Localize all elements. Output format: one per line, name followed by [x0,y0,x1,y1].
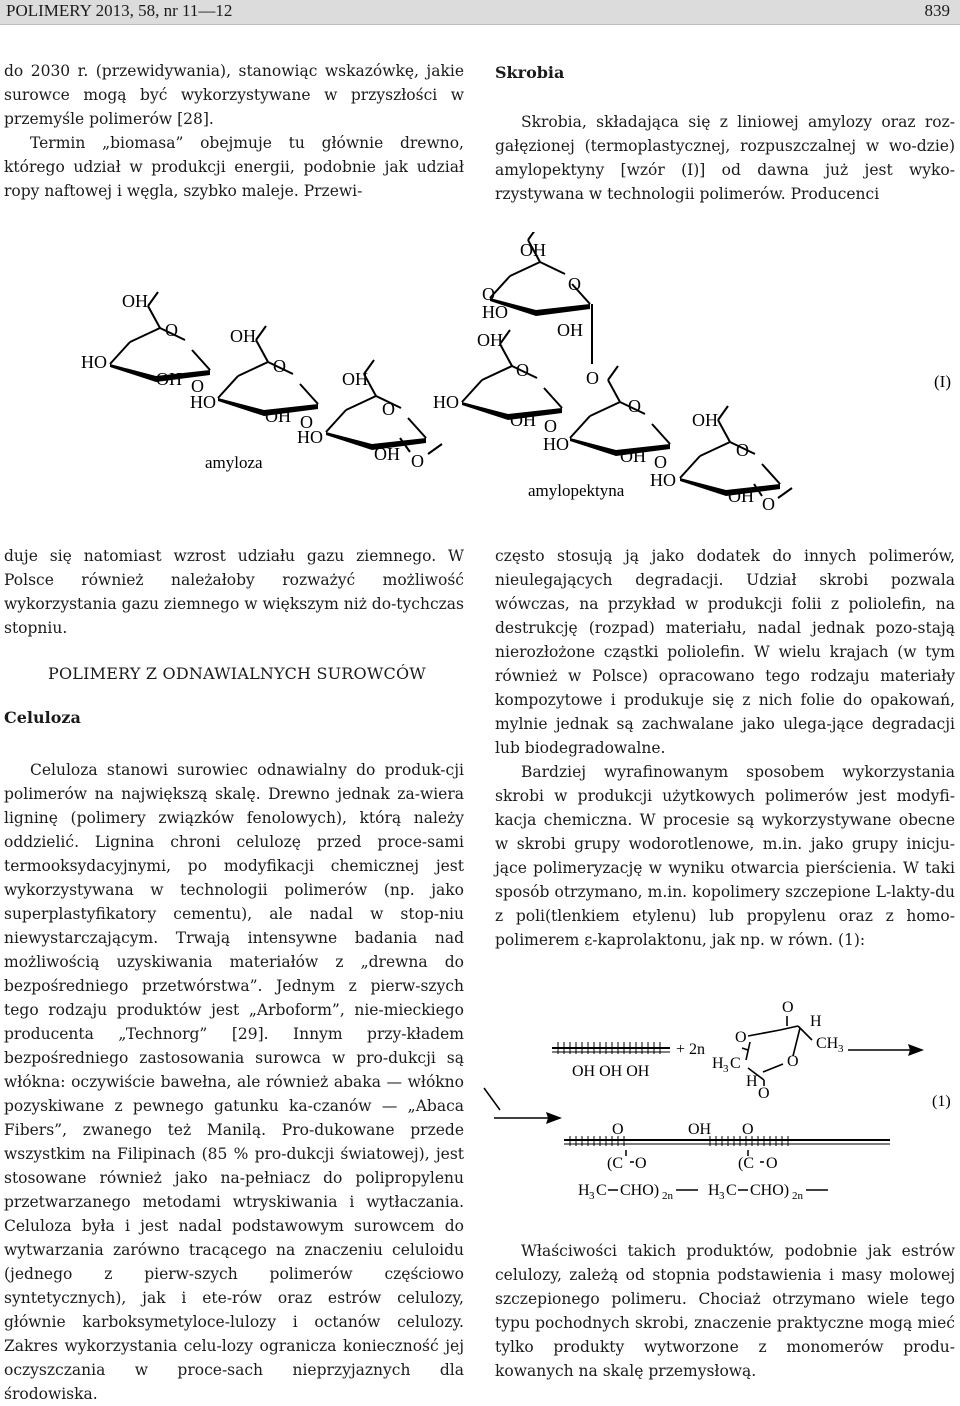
bottom-left-column [4,544,464,640]
atom-label: O [782,999,794,1016]
atom-label: OH [374,444,400,464]
atom-label: O [411,451,424,471]
atom-label: O [654,452,667,472]
graft-chain: CHO) [750,1182,790,1199]
atom-label: O [628,396,641,416]
subscript: 3 [719,1190,725,1202]
atom-label: H [810,1013,822,1030]
atom-label: OH [230,326,256,346]
running-header [0,0,960,25]
section-title: POLIMERY Z ODNAWIALNYCH SUROWCÓW [48,664,426,683]
atom-label: H [578,1182,590,1199]
top-right-column [495,61,955,206]
reactant-hydroxyl-groups: OH OH OH [572,1063,650,1080]
paragraph: Właściwości takich produktów, podobnie jak estrów celulozy, zależą od stopnia podstawienia i masy molowej szczepionego polimeru. Chociaż otrzymano wiele tego typu pochodnych skrobi, znaczenie praktyczne mogą mieć tylko produkty wytworzone z monomerów produ-kowanych na skalę przemysłową. [495,1242,955,1380]
atom-label: HO [543,434,569,454]
atom-label: O [758,1085,770,1102]
atom-label: OH [265,406,291,426]
atom-label: OH [477,330,503,350]
atom-label: HO [650,470,676,490]
journal-citation: POLIMERY 2013, 58, nr 11—12 [6,1,233,20]
atom-label: OH [156,369,182,389]
paragraph: Skrobia, składająca się z liniowej amylozy oraz roz-gałęzionej (termoplastycznej, rozpuszczalnej w wo-dzie) amylopektyny [wzór (I)] od dawna już jest wyko-rzystywana w technologii polimerów. Producenci [495,113,955,203]
subscript: 3 [589,1190,595,1202]
atom-label: C [596,1182,607,1199]
paragraph: do 2030 r. (przewidywania), stanowiąc wskazówkę, jakie surowce mogą być wykorzystywane w przyszłości w przemyśle polimerów [28]. [4,62,464,128]
atom-label: O [586,368,599,388]
equation-1 [480,990,960,1230]
atom-label: HO [433,392,459,412]
atom-label: O [787,1053,799,1070]
atom-label: O [735,1029,747,1046]
atom-label: HO [482,302,508,322]
atom-label: OH [620,446,646,466]
atom-label: O [516,360,529,380]
atom-label: O [568,274,581,294]
subscript: 2n [792,1190,803,1202]
page-number: 839 [924,1,950,20]
subscript: 2n [662,1190,673,1202]
bottom-right-column [495,544,955,952]
paragraph: często stosują ją jako dodatek do innych polimerów, nieulegających degradacji. Udział skrobi pozwala wówczas, na przykład w produkcji folii z poliolefin, na destrukcję (rozpad) materiału, nadal jednak pozo-stają nierozłożone cząstki poliolefin. W wielu krajach (w tym również w Polsce) opracowano tego rodzaju materiały kompozytowe i produkuje się z nich folie do opakowań, mylnie jednak są zachwalane jako ulega-jące degradacji lub biodegradowalne. [495,547,955,757]
atom-label: C [730,1055,741,1072]
paragraph: Termin „biomasa” obejmuje tu głównie drewno, którego udział w produkcji energii, podobnie jak udział ropy naftowej i węgla, szybko maleje. Przewi- [4,134,464,200]
paragraph: Bardziej wyrafinowanym sposobem wykorzystania skrobi w produkcji użytkowych polimerów jest modyfi-kacja chemiczna. W procesie są wykorzystywane obecne w skrobi grupy wodorotlenowe, m.in. jako grupy inicju-jące polimeryzację w wyniku otwarcia pierścienia. W taki sposób otrzymano, m.in. kopolimery szczepione L-lakty-du z poli(tlenkiem etylenu) lub propylenu oraz z homo-polimerem ε-kaprolaktonu, jak np. w równ. (1): [495,763,955,949]
graft-carbonyl: (C [607,1155,623,1172]
atom-label: O [544,416,557,436]
atom-label: CH [816,1035,839,1052]
starch-structure-diagram [0,232,960,522]
atom-label: O [736,440,749,460]
graft-carbonyl: (C [738,1155,754,1172]
atom-label: H [708,1182,720,1199]
atom-label: OH [557,320,583,340]
atom-label: O [742,1121,754,1138]
paragraph: duje się natomiast wzrost udziału gazu ziemnego. W Polsce również należałoby rozważyć możliwość wykorzystania gazu ziemnego w większym niż do-tychczas stopniu. [4,547,464,637]
atom-label: HO [297,427,323,447]
graft-chain: CHO) [620,1182,660,1199]
atom-label: OH [342,369,368,389]
section-heading-celuloza: Celuloza [4,708,81,727]
atom-label: O [482,284,495,304]
atom-label: HO [81,352,107,372]
atom-label: O [300,412,313,432]
atom-label: OH [510,410,536,430]
formula-amylose-amylopectin [0,232,960,522]
atom-label: OH [520,240,546,260]
atom-label: O [635,1155,647,1172]
equation-number: (1) [932,1093,951,1110]
atom-label: O [191,376,204,396]
atom-label: O [273,356,286,376]
atom-label: O [762,494,775,514]
atom-label: OH [728,486,754,506]
formula-number: (I) [934,372,951,391]
grafting-reaction-diagram [480,990,960,1230]
top-left-column [4,59,464,203]
atom-label: OH [122,291,148,311]
atom-label: O [382,399,395,419]
paragraph: Celuloza stanowi surowiec odnawialny do produk-cji polimerów na największą skalę. Drewno jednak za-wiera ligninę (polimery związków fenolowych), którą należy oddzielić. Lignina chroni celulozę przed proce-sami termooksydacyjnymi, po modyfikacji chemicznej jest wykorzystywana w technologii polimerów (np. jako superplastyfikatory cementu), ale nadal w stop-niu niewystarczającym. Trwają intensywne badania nad możliwością uzyskiwania materiałów z „drewna do bezpośredniego przetwórstwa”. Jednym z pierw-szych tego rodzaju produktów jest „Arboform”, nie-mieckiego producenta „Technorg” [29]. Innym przy-kładem bezpośredniego zastosowania surowca w pro-dukcji są włókna: oczywiście bawełna, ale również abaka — włókno pozyskiwane z pewnego gatunku ka-czanów — „Abaca Fibers”, zwanego też Manilą. Pro-dukowane przede wszystkim na Filipinach (85 % pro-dukcji światowej), jest stosowane również jako na-pełniacz do polipropylenu przetwarzanego metodami wtryskiwania i wytłaczania. Celuloza była i jest nadal podstawowym surowcem do wytwarzania zarówno tracącego na znaczeniu celuloidu (jednego z pierw-szych polimerów częściowo syntetycznych), jak i ete-rów oraz estrów celulozy, głównie karboksymetyloce-lulozy i octanów celulozy. Zakres wykorzystania celu-lozy ogranicza konieczność jej oczyszczania w proce-sach nieprzyjaznych dla środowiska. [4,761,464,1403]
amylopectin-label: amylopektyna [528,481,625,500]
atom-label: O [165,320,178,340]
amylose-label: amyloza [205,453,263,472]
stoichiometric-coefficient: + 2n [676,1041,706,1058]
atom-label: C [726,1182,737,1199]
atom-label: HO [190,392,216,412]
atom-label: OH [692,410,718,430]
subscript: 3 [838,1043,844,1055]
atom-label: H [746,1073,758,1090]
section-heading-skrobia: Skrobia [495,63,565,82]
atom-label: O [612,1121,624,1138]
subscript: 3 [723,1063,729,1075]
atom-label: OH [688,1121,712,1138]
bottom-right-column-end [495,1239,955,1383]
atom-label: O [766,1155,778,1172]
atom-label: H [712,1055,724,1072]
celuloza-section [4,706,464,1406]
